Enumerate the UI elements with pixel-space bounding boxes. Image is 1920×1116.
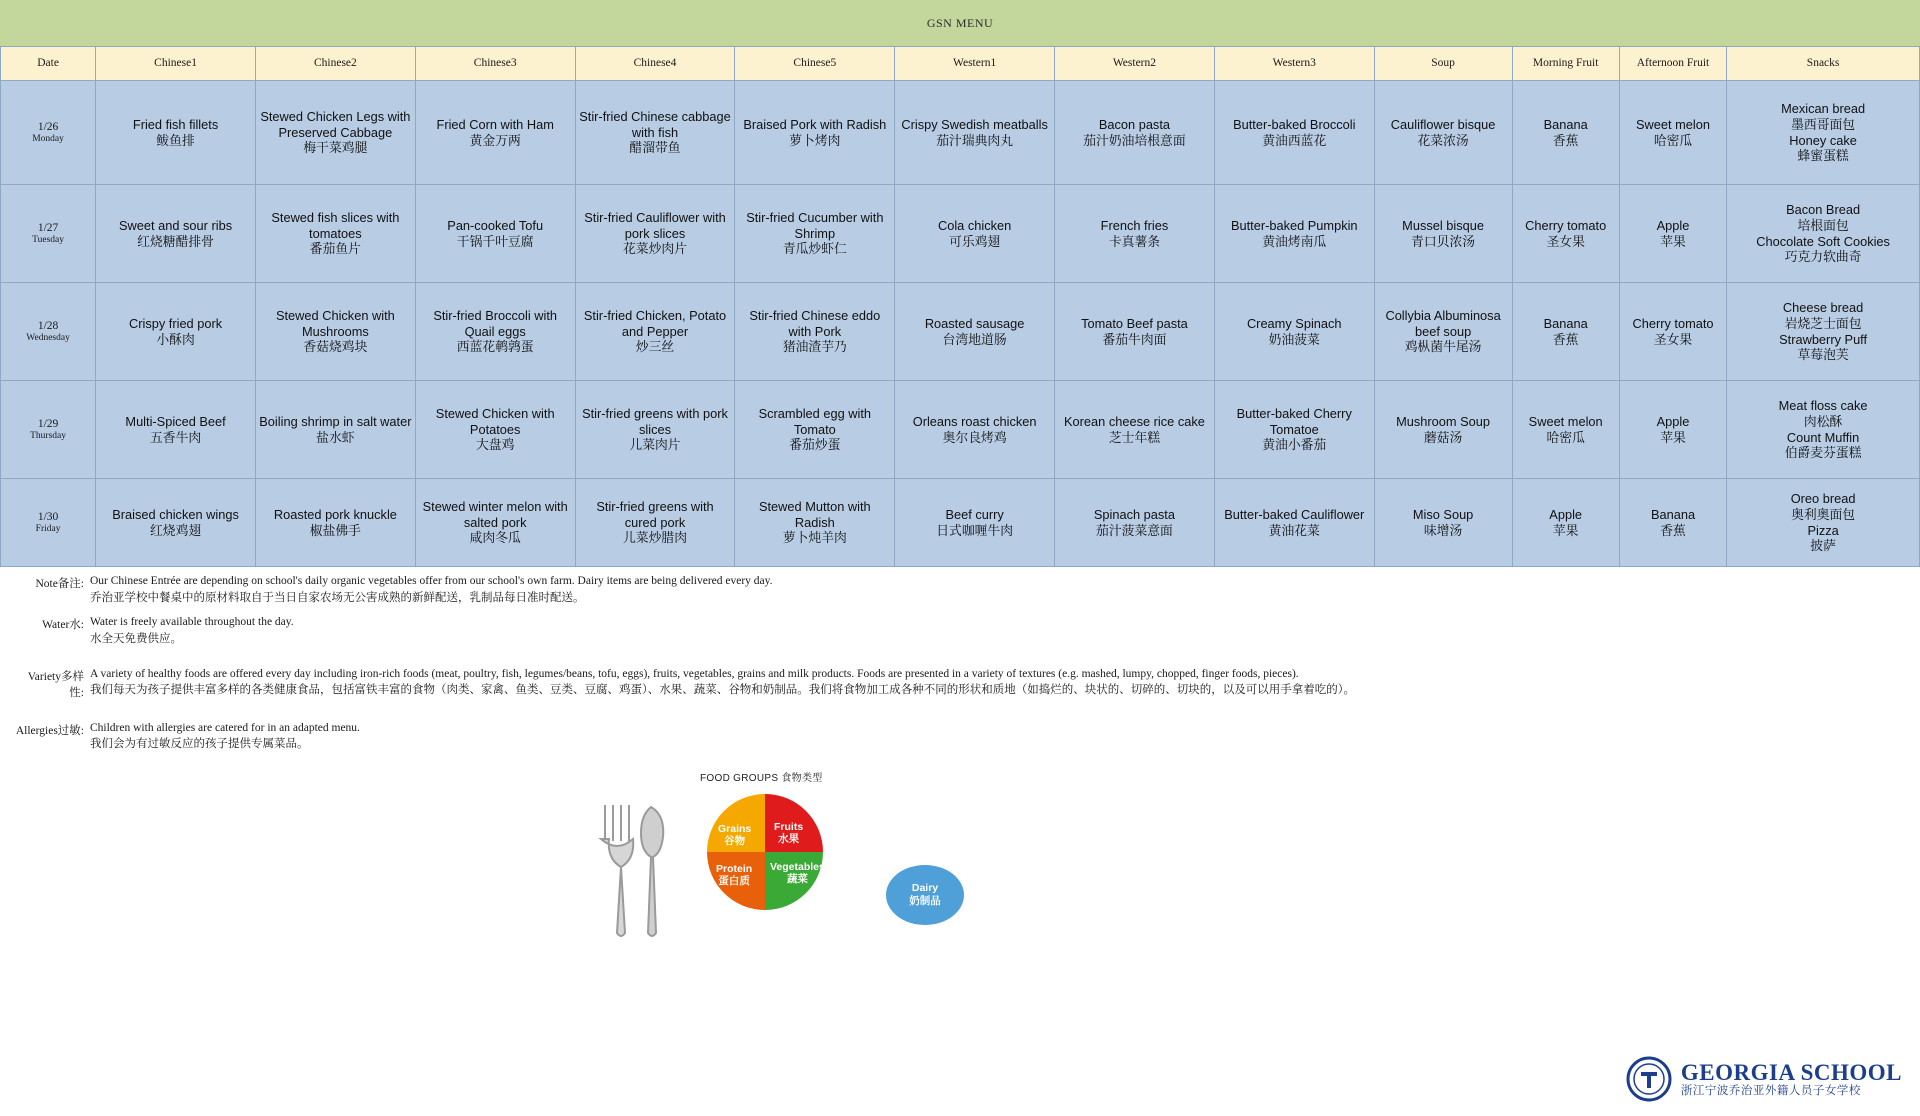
menu-dish-cell (96, 479, 256, 567)
menu-dish-cell (1374, 185, 1512, 283)
menu-dish-cell (895, 381, 1055, 479)
dairy-label-zh: 奶制品 (909, 895, 941, 908)
column-header-western2: Western2 (1055, 47, 1215, 81)
dish-name-en: Stewed Chicken with Mushrooms (275, 308, 395, 339)
note-row (14, 614, 1920, 647)
menu-dish-cell (1512, 479, 1619, 567)
dish-name-zh: 儿菜炒腊肉 (623, 530, 687, 546)
logo-text (1681, 1061, 1902, 1097)
dish-name-zh: 梅干菜鸡腿 (303, 140, 368, 156)
menu-dish-cell (1512, 81, 1619, 185)
dish-name-en: Apple (1656, 217, 1690, 233)
snack-line: 奥利奥面包 (1791, 506, 1856, 522)
dish-name-zh: 黄金万两 (469, 132, 521, 148)
dish-name-en: Cherry tomato (1525, 217, 1607, 233)
dish-name-en: Stir-fried Chinese eddo with Pork (749, 308, 881, 339)
menu-day: Wednesday (26, 332, 70, 343)
dish-name-en: Stewed fish slices with tomatoes (271, 210, 400, 241)
menu-dish-cell (415, 381, 575, 479)
dish-name-zh: 卡真薯条 (1108, 233, 1161, 249)
dish-name-en: Crispy fried pork (128, 315, 223, 331)
menu-dish-cell (255, 185, 415, 283)
menu-date: 1/29 (37, 417, 59, 430)
menu-dish-cell (1512, 185, 1619, 283)
dairy-label-en: Dairy (911, 882, 939, 895)
menu-dish-cell (415, 81, 575, 185)
dish-name-en: Stir-fried Chicken, Potato and Pepper (583, 308, 727, 339)
dish-name-zh: 黄油小番茄 (1262, 437, 1327, 453)
dish-name-en: Banana (1650, 506, 1696, 522)
dish-name-zh: 香蕉 (1552, 331, 1579, 347)
dish-name-zh: 咸肉冬瓜 (469, 530, 521, 546)
dish-name-zh: 芝士年糕 (1108, 429, 1161, 445)
dish-name-en: Stir-fried Cucumber with Shrimp (746, 210, 884, 241)
menu-dish-cell (1214, 185, 1374, 283)
dish-name-zh: 哈密瓜 (1653, 132, 1693, 148)
dish-name-en: Sweet and sour ribs (119, 217, 233, 233)
dish-name-zh: 儿菜肉片 (629, 437, 681, 453)
menu-snack-cell (1727, 381, 1920, 479)
table-body (1, 81, 1920, 567)
dish-name-zh: 鲅鱼排 (156, 132, 195, 148)
menu-date-cell (1, 479, 96, 567)
menu-dish-cell (255, 479, 415, 567)
dish-name-zh: 香蕉 (1660, 522, 1686, 538)
pie-label-grains: Grains 谷物 (718, 823, 752, 848)
pie-label-fruits: Fruits 水果 (774, 821, 804, 846)
dish-name-en: Miso Soup (1412, 506, 1474, 522)
menu-date-cell (1, 283, 96, 381)
menu-dish-cell (415, 479, 575, 567)
dish-name-zh: 炒三丝 (635, 339, 675, 355)
menu-dish-cell (1619, 81, 1726, 185)
dish-name-en: Stir-fried Broccoli with Quail eggs (433, 308, 558, 339)
dish-name-en: Spinach pasta (1093, 506, 1175, 522)
logo-name-zh: 浙江宁波乔治亚外籍人员子女学校 (1680, 1085, 1861, 1098)
table-row (1, 283, 1920, 381)
dish-name-en: Pan-cooked Tofu (447, 217, 544, 233)
notes-section (0, 573, 1920, 753)
note-label: Water水: (42, 619, 84, 632)
snack-line: 披萨 (1810, 538, 1836, 554)
dish-name-zh: 圣女果 (1653, 331, 1693, 347)
dish-name-en: Beef curry (945, 506, 1004, 522)
dish-name-zh: 椒盐佛手 (309, 522, 361, 538)
column-header-chinese5: Chinese5 (735, 47, 895, 81)
menu-date-cell (1, 81, 96, 185)
menu-dish-cell (415, 185, 575, 283)
school-logo (1626, 1056, 1902, 1102)
dish-name-zh: 盐水虾 (316, 429, 355, 445)
menu-dish-cell (1374, 81, 1512, 185)
dish-name-zh: 茄汁奶油培根意面 (1083, 132, 1186, 148)
dish-name-zh: 萝卜烤肉 (789, 132, 841, 148)
menu-snack-cell (1727, 185, 1920, 283)
dish-name-zh: 醋溜带鱼 (629, 140, 681, 156)
dish-name-zh: 茄汁瑞典肉丸 (936, 132, 1014, 148)
dish-name-en: Stir-fried greens with pork slices (582, 406, 728, 437)
note-line-zh: 乔治亚学校中餐桌中的原材料取自于当日自家农场无公害成熟的新鲜配送，乳制品每日准时配送。 (90, 591, 585, 604)
dish-name-en: Roasted sausage (924, 315, 1025, 331)
dish-name-en: Butter-baked Cauliflower (1224, 506, 1365, 522)
menu-dish-cell (1055, 283, 1215, 381)
dish-name-en: Cola chicken (937, 217, 1012, 233)
menu-dish-cell (1374, 283, 1512, 381)
column-header-western1: Western1 (895, 47, 1055, 81)
menu-day: Thursday (30, 430, 67, 441)
column-header-morning-fruit: Morning Fruit (1512, 47, 1619, 81)
note-line-zh: 我们每天为孩子提供丰富多样的各类健康食品，包括富铁丰富的食物（肉类、家禽、鱼类、豆类、豆腐、鸡蛋）、水果、蔬菜、谷物和奶制品。我们将食物加工成各种不同的形状和质地（如捣烂的、块状的、切碎的、切块的，以及可以用手拿着吃的）。 (90, 684, 1355, 697)
dish-name-zh: 猪油渣芋乃 (782, 339, 847, 355)
dish-name-zh: 五香牛肉 (149, 429, 202, 445)
menu-dish-cell (1619, 283, 1726, 381)
note-line-en: A variety of healthy foods are offered every day including iron-rich foods (meat, poultry, fish, legumes/beans, tofu, eggs), fruits, vegetables, grains and milk products. Foods are presented in a variety of textures (e.g. mashed, lumpy, chopped, finger foods, pieces). (90, 667, 1299, 680)
dish-name-en: Stir-fried greens with cured pork (596, 499, 714, 530)
menu-dish-cell (1214, 381, 1374, 479)
menu-dish-cell (96, 283, 256, 381)
menu-dish-cell (1512, 283, 1619, 381)
menu-dish-cell (895, 479, 1055, 567)
dish-name-zh: 苹果 (1660, 429, 1686, 445)
dish-name-zh: 大盘鸡 (475, 437, 515, 453)
dish-name-zh: 香蕉 (1552, 132, 1579, 148)
menu-dish-cell (575, 381, 735, 479)
pie-label-protein: Protein 蛋白质 (716, 863, 753, 888)
dish-name-en: Mushroom Soup (1396, 413, 1491, 429)
dish-name-en: Scrambled egg with Tomato (758, 406, 871, 437)
dish-name-zh: 花菜浓汤 (1417, 132, 1469, 148)
menu-dish-cell (255, 81, 415, 185)
dish-name-zh: 花菜炒肉片 (623, 241, 687, 257)
menu-snack-cell (1727, 81, 1920, 185)
snack-line: 肉松酥 (1803, 413, 1843, 429)
dish-name-zh: 香菇烧鸡块 (303, 339, 368, 355)
dish-name-en: Banana (1543, 116, 1588, 132)
menu-dish-cell (575, 283, 735, 381)
menu-dish-cell (575, 479, 735, 567)
dish-name-zh: 番茄鱼片 (309, 241, 361, 257)
note-line-en: Water is freely available throughout the day. (90, 616, 294, 629)
snack-line: 蜂蜜蛋糕 (1797, 148, 1849, 164)
column-header-chinese1: Chinese1 (96, 47, 256, 81)
column-header-chinese3: Chinese3 (415, 47, 575, 81)
dish-name-zh: 蘑菇汤 (1423, 429, 1463, 445)
dish-name-en: Butter-baked Pumpkin (1230, 217, 1358, 233)
dish-name-zh: 黄油花菜 (1268, 522, 1320, 538)
snack-line: 墨西哥面包 (1791, 116, 1856, 132)
note-body (90, 614, 294, 647)
menu-dish-cell (1374, 479, 1512, 567)
cutlery-icon (575, 795, 685, 945)
menu-dish-cell (255, 283, 415, 381)
menu-dish-cell (895, 283, 1055, 381)
menu-date: 1/27 (37, 221, 59, 234)
menu-dish-cell (1055, 479, 1215, 567)
dish-name-en: Apple (1549, 506, 1583, 522)
dish-name-zh: 台湾地道肠 (942, 331, 1007, 347)
dish-name-en: Apple (1656, 413, 1690, 429)
dish-name-en: Bacon pasta (1098, 116, 1171, 132)
menu-dish-cell (96, 81, 256, 185)
dish-name-zh: 番茄炒蛋 (789, 437, 841, 453)
snack-line: Chocolate Soft Cookies (1756, 233, 1890, 249)
column-header-soup: Soup (1374, 47, 1512, 81)
column-header-chinese2: Chinese2 (255, 47, 415, 81)
menu-dish-cell (575, 81, 735, 185)
dish-name-en: Butter-baked Cherry Tomatoe (1236, 406, 1352, 437)
column-header-snacks: Snacks (1727, 47, 1920, 81)
menu-snack-cell (1727, 479, 1920, 567)
menu-snack-cell (1727, 283, 1920, 381)
menu-date: 1/28 (37, 319, 59, 332)
snack-line: 巧克力软曲奇 (1784, 249, 1862, 265)
snack-line: 岩烧芝士面包 (1784, 315, 1862, 331)
crest-icon (1626, 1056, 1672, 1102)
dish-name-en: Creamy Spinach (1246, 315, 1342, 331)
note-label: Variety多样性: (27, 670, 84, 699)
column-header-chinese4: Chinese4 (575, 47, 735, 81)
menu-dish-cell (735, 283, 895, 381)
note-line-zh: 水全天免费供应。 (90, 633, 182, 646)
dish-name-zh: 西蓝花鹌鹑蛋 (456, 339, 534, 355)
table-row (1, 479, 1920, 567)
dish-name-zh: 黄油烤南瓜 (1262, 233, 1327, 249)
snack-line: 草莓泡芙 (1797, 347, 1849, 363)
menu-dish-cell (1055, 381, 1215, 479)
snack-line: Meat floss cake (1778, 398, 1868, 414)
column-header-western3: Western3 (1214, 47, 1374, 81)
snack-line: Oreo bread (1790, 491, 1856, 507)
menu-dish-cell (1619, 479, 1726, 567)
dish-name-en: Korean cheese rice cake (1064, 413, 1205, 429)
dish-name-en: Braised Pork with Radish (743, 116, 887, 132)
food-groups-pie (700, 787, 830, 922)
menu-dish-cell (1055, 81, 1215, 185)
menu-day: Tuesday (32, 234, 64, 245)
menu-dish-cell (1512, 381, 1619, 479)
note-body (90, 666, 1355, 699)
menu-day: Friday (35, 523, 61, 534)
dish-name-zh: 青口贝浓汤 (1411, 233, 1476, 249)
dish-name-en: Stewed Chicken with Potatoes (435, 406, 555, 437)
note-row (14, 720, 1920, 753)
menu-date: 1/30 (37, 510, 59, 523)
menu-dish-cell (1055, 185, 1215, 283)
page-title-text: GSN MENU (926, 15, 994, 30)
menu-dish-cell (1214, 479, 1374, 567)
dish-name-en: Multi-Spiced Beef (125, 413, 226, 429)
snack-line: Count Muffin (1786, 429, 1860, 445)
note-body (90, 720, 360, 753)
pie-label-vegetables: Vegetables 蔬菜 (770, 861, 825, 886)
note-label: Note备注: (35, 578, 84, 590)
menu-day: Monday (32, 133, 64, 144)
dish-name-zh: 黄油西蓝花 (1262, 132, 1327, 148)
dish-name-en: Tomato Beef pasta (1081, 315, 1188, 331)
menu-dish-cell (96, 185, 256, 283)
menu-date-cell (1, 185, 96, 283)
dish-name-en: Stewed Mutton with Radish (758, 499, 871, 530)
dish-name-en: Orleans roast chicken (912, 413, 1037, 429)
menu-date: 1/26 (37, 120, 59, 133)
menu-dish-cell (1374, 381, 1512, 479)
dish-name-en: Cherry tomato (1632, 315, 1714, 331)
weekly-menu-table (0, 46, 1920, 567)
dish-name-zh: 味增汤 (1423, 522, 1463, 538)
menu-dish-cell (255, 381, 415, 479)
dish-name-zh: 苹果 (1552, 522, 1579, 538)
snack-line: Pizza (1807, 522, 1839, 538)
menu-dish-cell (1214, 283, 1374, 381)
menu-dish-cell (735, 185, 895, 283)
dish-name-en: Fried Corn with Ham (436, 116, 554, 132)
table-header-row (1, 47, 1920, 81)
dish-name-en: Stir-fried Cauliflower with pork slices (584, 210, 726, 241)
dish-name-en: Stewed Chicken Legs with Preserved Cabbage (260, 109, 411, 140)
dish-name-en: French fries (1100, 217, 1169, 233)
logo-name-en: GEORGIA SCHOOL (1680, 1059, 1902, 1085)
menu-dish-cell (895, 185, 1055, 283)
dish-name-zh: 番茄牛肉面 (1102, 331, 1167, 347)
dish-name-zh: 青瓜炒虾仁 (782, 241, 847, 257)
dish-name-zh: 苹果 (1660, 233, 1686, 249)
dish-name-zh: 可乐鸡翅 (949, 233, 1001, 249)
dairy-bubble (886, 865, 964, 925)
menu-dish-cell (575, 185, 735, 283)
dish-name-zh: 茄汁菠菜意面 (1096, 522, 1173, 538)
note-label: Allergies过敏: (15, 724, 84, 737)
dish-name-en: Crispy Swedish meatballs (901, 116, 1048, 132)
snack-line: 培根面包 (1797, 217, 1849, 233)
dish-name-en: Stewed winter melon with salted pork (422, 499, 568, 530)
menu-dish-cell (1619, 381, 1726, 479)
dish-name-zh: 干锅千叶豆腐 (456, 233, 534, 249)
dish-name-zh: 萝卜炖羊肉 (782, 530, 847, 546)
menu-dish-cell (1214, 81, 1374, 185)
food-groups-graphic (0, 767, 1920, 957)
snack-line: Honey cake (1789, 132, 1857, 148)
menu-dish-cell (735, 381, 895, 479)
dish-name-en: Roasted pork knuckle (273, 506, 397, 522)
snack-line: 伯爵麦芬蛋糕 (1784, 445, 1862, 461)
food-groups-title: FOOD GROUPS 食物类型 (700, 773, 823, 785)
dish-name-en: Stir-fried Chinese cabbage with fish (579, 109, 731, 140)
table-row (1, 381, 1920, 479)
note-row (14, 573, 1920, 606)
table-row (1, 81, 1920, 185)
dish-name-en: Fried fish fillets (132, 116, 219, 132)
dish-name-en: Banana (1543, 315, 1588, 331)
dish-name-zh: 红烧糖醋排骨 (137, 233, 214, 249)
menu-dish-cell (96, 381, 256, 479)
table-row (1, 185, 1920, 283)
snack-line: Cheese bread (1782, 300, 1864, 316)
dish-name-en: Mussel bisque (1402, 217, 1484, 233)
menu-dish-cell (415, 283, 575, 381)
dish-name-en: Boiling shrimp in salt water (259, 413, 412, 429)
dish-name-zh: 奥尔良烤鸡 (942, 429, 1007, 445)
dish-name-zh: 鸡枞菌牛尾汤 (1404, 339, 1482, 355)
note-line-en: Our Chinese Entrée are depending on school's daily organic vegetables offer from our school's own farm. Dairy items are being delivered every day. (90, 575, 773, 587)
snack-line: Mexican bread (1781, 101, 1866, 117)
dish-name-en: Collybia Albuminosa beef soup (1385, 308, 1501, 339)
dish-name-zh: 奶油菠菜 (1268, 331, 1320, 347)
note-row (14, 666, 1920, 700)
dish-name-zh: 红烧鸡翅 (149, 522, 202, 538)
dish-name-zh: 哈密瓜 (1546, 429, 1585, 445)
dish-name-en: Butter-baked Broccoli (1233, 116, 1356, 132)
dish-name-zh: 圣女果 (1546, 233, 1585, 249)
dish-name-en: Sweet melon (1528, 413, 1603, 429)
note-line-en: Children with allergies are catered for in an adapted menu. (90, 721, 360, 734)
dish-name-en: Sweet melon (1636, 116, 1710, 132)
column-header-afternoon-fruit: Afternoon Fruit (1619, 47, 1726, 81)
menu-date-cell (1, 381, 96, 479)
dish-name-zh: 小酥肉 (156, 331, 195, 347)
menu-dish-cell (895, 81, 1055, 185)
note-line-zh: 我们会为有过敏反应的孩子提供专属菜品。 (90, 738, 309, 751)
snack-line: Strawberry Puff (1779, 331, 1868, 347)
note-body (90, 573, 773, 606)
column-header-date: Date (1, 47, 96, 81)
dish-name-en: Braised chicken wings (112, 506, 239, 522)
dish-name-zh: 日式咖喱牛肉 (936, 522, 1014, 538)
dish-name-en: Cauliflower bisque (1390, 116, 1496, 132)
page-title (0, 0, 1920, 46)
menu-dish-cell (735, 479, 895, 567)
menu-dish-cell (735, 81, 895, 185)
snack-line: Bacon Bread (1786, 202, 1861, 218)
menu-dish-cell (1619, 185, 1726, 283)
